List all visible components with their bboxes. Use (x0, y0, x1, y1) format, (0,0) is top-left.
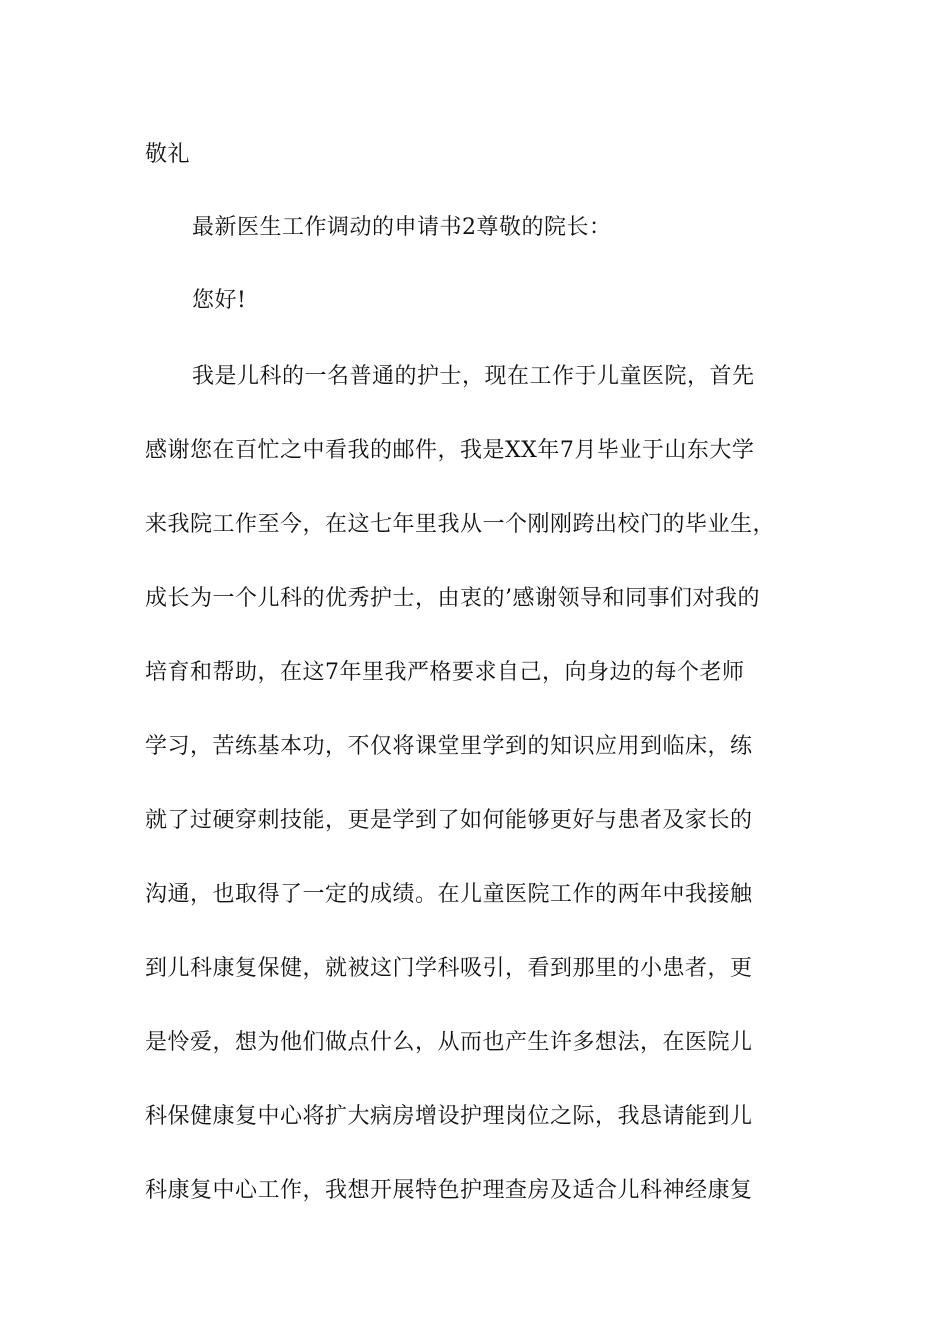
body-line: 是怜爱，想为他们做点什么，从而也产生许多想法，在医院儿 (145, 1030, 753, 1055)
letter-title-line: 最新医生工作调动的申请书2尊敬的院长： (192, 215, 612, 240)
closing-salutation: 敬礼 (145, 142, 191, 167)
body-line: 感谢您在百忙之中看我的邮件，我是XX年7月毕业于山东大学 (145, 438, 755, 463)
body-line: 成长为一个儿科的优秀护士，由衷的’感谢领导和同事们对我的 (145, 586, 760, 611)
body-line: 就了过硬穿刺技能，更是学到了如何能够更好与患者及家长的 (145, 808, 753, 833)
body-line: 沟通，也取得了一定的成绩。在儿童医院工作的两年中我接触 (145, 882, 753, 907)
body-line: 我是儿科的一名普通的护士，现在工作于儿童医院，首先 (192, 364, 755, 389)
body-line: 来我院工作至今，在这七年里我从一个刚刚跨出校门的毕业生， (145, 512, 776, 537)
body-line: 培育和帮助，在这7年里我严格要求自己，向身边的每个老师 (145, 660, 745, 685)
body-line: 到儿科康复保健，就被这门学科吸引，看到那里的小患者，更 (145, 956, 753, 981)
body-line: 科康复中心工作，我想开展特色护理查房及适合儿科神经康复 (145, 1178, 753, 1203)
body-line: 科保健康复中心将扩大病房增设护理岗位之际，我恳请能到儿 (145, 1104, 753, 1129)
greeting: 您好! (192, 288, 247, 313)
body-line: 学习，苦练基本功，不仅将课堂里学到的知识应用到临床，练 (145, 734, 753, 759)
